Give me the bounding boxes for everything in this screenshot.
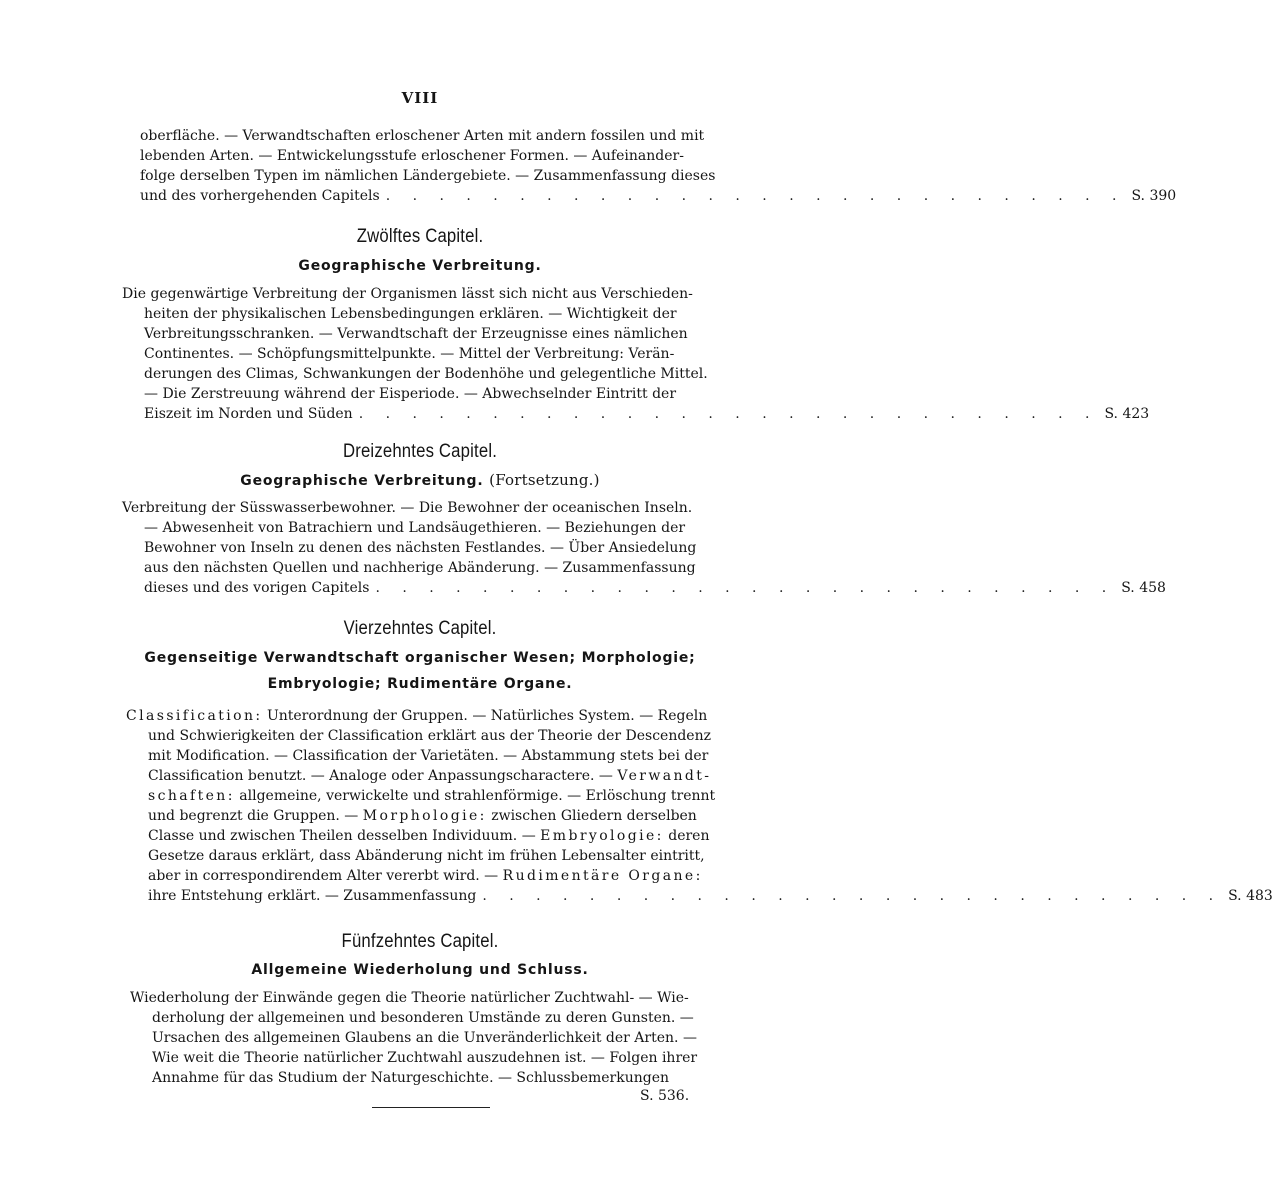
- text-line: Eiszeit im Norden und Süden: [144, 406, 353, 422]
- toc-entry-line: [122, 578, 1166, 598]
- text-line: Annahme für das Studium der Naturgeschichte. — Schlussbemerkungen: [152, 1070, 670, 1086]
- page-reference: S. 483: [1228, 888, 1273, 904]
- text-fragment: zwischen Gliedern derselben: [486, 808, 697, 824]
- text-line: [126, 706, 714, 726]
- text-line: Continentes. — Schöpfungsmittelpunkte. — Mittel der Verbreitung: Verän-: [144, 346, 675, 362]
- keyword: Morphologie:: [362, 808, 487, 824]
- page-reference: S. 458: [1121, 580, 1166, 596]
- text-line: mit Modification. — Classification der Varietäten. — Abstammung stets bei der: [148, 748, 709, 764]
- text-line: lebenden Arten. — Entwickelungsstufe erloschener Formen. — Aufeinander-: [140, 148, 684, 164]
- text-fragment: allgemeine, verwickelte und strahlenförmige. — Erlöschung trennt: [234, 788, 716, 804]
- text-line: oberfläche. — Verwandtschaften erloschener Arten mit andern fossilen und mit: [140, 128, 705, 144]
- text-line: Verbreitungsschranken. — Verwandtschaft der Erzeugnisse eines nämlichen: [144, 326, 688, 342]
- chapter-title: Vierzehntes Capitel.: [343, 618, 497, 639]
- text-line: — Die Zerstreuung während der Eisperiode. — Abwechselnder Eintritt der: [144, 386, 677, 402]
- keyword: Rudimentäre Organe:: [502, 868, 703, 884]
- text-line: ihre Entstehung erklärt. — Zusammenfassung: [148, 888, 477, 904]
- chapter-subtitle: Geographische Verbreitung.: [298, 258, 542, 274]
- chapter-summary: [122, 284, 1150, 424]
- keyword: Verwandt-: [617, 768, 712, 784]
- chapter-title: Fünfzehntes Capitel.: [341, 931, 499, 952]
- text-line: dieses und des vorigen Capitels: [144, 580, 370, 596]
- toc-entry-line: [126, 886, 1273, 906]
- toc-entry-line: [122, 404, 1150, 424]
- keyword: schaften:: [148, 788, 235, 804]
- text-line: heiten der physikalischen Lebensbedingungen erklären. — Wichtigkeit der: [144, 306, 677, 322]
- text-line: Wiederholung der Einwände gegen die Theorie natürlicher Zuchtwahl- — Wie-: [130, 990, 689, 1006]
- text-line: [126, 826, 714, 846]
- text-line: Wie weit die Theorie natürlicher Zuchtwahl auszudehnen ist. — Folgen ihrer: [152, 1050, 698, 1066]
- text-line: folge derselben Typen im nämlichen Ländergebiete. — Zusammenfassung dieses: [140, 168, 716, 184]
- text-line: derholung der allgemeinen und besonderen Umstände zu deren Gunsten. —: [152, 1010, 694, 1026]
- text-line: [126, 806, 714, 826]
- page-number: VIII: [401, 89, 439, 107]
- end-rule: [372, 1107, 490, 1108]
- leader-dots: . . . . . . . . . . . . . . . . . . . . . . . . . . . .: [375, 580, 1116, 596]
- text-fragment: deren: [663, 828, 710, 844]
- keyword: Embryologie:: [540, 828, 664, 844]
- text-line: Ursachen des allgemeinen Glaubens an die Unveränderlichkeit der Arten. —: [152, 1030, 697, 1046]
- text-fragment: aber in correspondirendem Alter vererbt wird. —: [148, 868, 503, 884]
- intro-paragraph: [140, 126, 1177, 206]
- chapter-title: Dreizehntes Capitel.: [342, 441, 498, 462]
- leader-dots: . . . . . . . . . . . . . . . . . . . . . . . . . . . .: [358, 406, 1099, 422]
- subtitle-main: Geographische Verbreitung.: [240, 473, 484, 489]
- text-line: aus den nächsten Quellen und nachherige Abänderung. — Zusammenfassung: [144, 560, 696, 576]
- text-fragment: Classification benutzt. — Analoge oder Anpassungscharactere. —: [148, 768, 618, 784]
- text-line: — Abwesenheit von Batrachiern und Landsäugethieren. — Beziehungen der: [144, 520, 686, 536]
- text-line: und Schwierigkeiten der Classification erklärt aus der Theorie der Descendenz: [148, 728, 711, 744]
- text-fragment: Classe und zwischen Theilen desselben Individuum. —: [148, 828, 541, 844]
- leader-dots: . . . . . . . . . . . . . . . . . . . . . . . . . . . .: [385, 188, 1126, 204]
- text-line: [126, 866, 714, 886]
- chapter-summary: [130, 988, 714, 1088]
- page-reference: S. 536.: [640, 1088, 690, 1104]
- text-fragment: und begrenzt die Gruppen. —: [148, 808, 363, 824]
- leader-dots: . . . . . . . . . . . . . . . . . . . . . . . . . . . .: [482, 888, 1223, 904]
- text-line: Verbreitung der Süsswasserbewohner. — Die Bewohner der oceanischen Inseln.: [122, 500, 693, 516]
- text-line: [126, 766, 714, 786]
- keyword: Classification:: [126, 708, 263, 724]
- chapter-subtitle: Allgemeine Wiederholung und Schluss.: [251, 962, 589, 978]
- toc-entry-line: [140, 186, 1177, 206]
- page-reference: S. 390: [1131, 188, 1177, 204]
- text-line: und des vorhergehenden Capitels: [140, 188, 380, 204]
- text-line: derungen des Climas, Schwankungen der Bodenhöhe und gelegentliche Mittel.: [144, 366, 708, 382]
- text-line: Die gegenwärtige Verbreitung der Organismen lässt sich nicht aus Verschieden-: [122, 286, 693, 302]
- text-line: [126, 786, 714, 806]
- text-fragment: Unterordnung der Gruppen. — Natürliches System. — Regeln: [262, 708, 708, 724]
- text-line: Gesetze daraus erklärt, dass Abänderung nicht im frühen Lebensalter eintritt,: [148, 848, 705, 864]
- chapter-summary: [126, 706, 1273, 906]
- subtitle-suffix: (Fortsetzung.): [489, 471, 600, 489]
- text-line: Bewohner von Inseln zu denen des nächsten Festlandes. — Über Ansiedelung: [144, 540, 697, 556]
- chapter-title: Zwölftes Capitel.: [356, 226, 484, 247]
- chapter-summary: [122, 498, 1166, 598]
- page-reference: S. 423: [1104, 406, 1150, 422]
- chapter-subtitle: Gegenseitige Verwandtschaft organischer Wesen; Morphologie;: [144, 650, 696, 666]
- chapter-subtitle: Embryologie; Rudimentäre Organe.: [267, 676, 573, 692]
- chapter-subtitle: [0, 471, 840, 489]
